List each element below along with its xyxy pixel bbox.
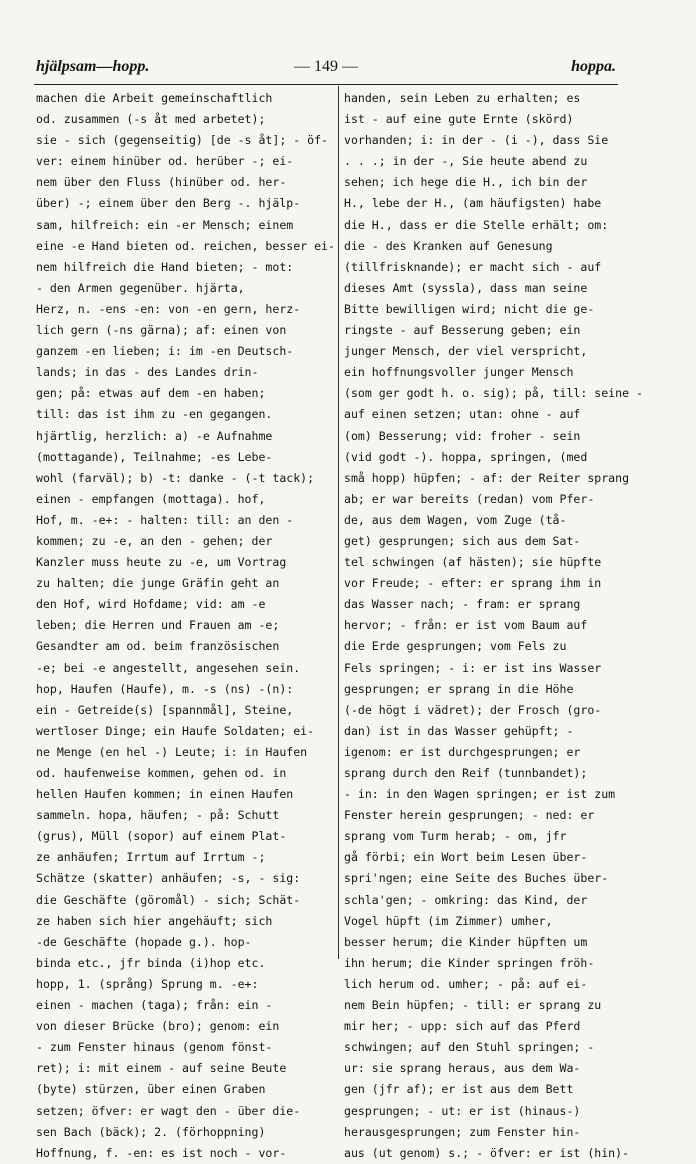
- text-line: lich herum od. umher; - på: auf ei-: [344, 976, 588, 991]
- text-line: - zum Fenster hinaus (genom fönst-: [36, 1040, 273, 1055]
- text-line: sam, hilfreich: ein -er Mensch; einem: [36, 217, 294, 232]
- text-line: die Geschäfte (göromål) - sich; Schät-: [36, 892, 301, 907]
- text-line: hopp, 1. (språng) Sprung m. -e+:: [36, 976, 259, 991]
- text-line: Herz, n. -ens -en: von -en gern, herz-: [36, 301, 301, 316]
- text-line: von dieser Brücke (bro); genom: ein: [36, 1019, 280, 1034]
- text-line: herausgesprungen; zum Fenster hin-: [344, 1124, 581, 1139]
- text-line: ganzem -en lieben; i: im -en Deutsch-: [36, 344, 294, 359]
- text-line: ret); i: mit einem - auf seine Beute: [36, 1061, 287, 1076]
- text-line: einen - machen (taga); från: ein -: [36, 998, 273, 1013]
- text-line: sammeln. hopa, häufen; - på: Schutt: [36, 808, 280, 823]
- text-line: sprang vom Turm herab; - om, jfr: [344, 829, 567, 844]
- text-line: sehen; ich hege die H., ich bin der: [344, 175, 588, 190]
- text-line: schla'gen; - omkring: das Kind, der: [344, 892, 588, 907]
- text-line: Bitte bewilligen wird; nicht die ge-: [344, 301, 595, 316]
- text-line: - den Armen gegenüber. hjärta,: [36, 280, 245, 295]
- text-line: Vogel hüpft (im Zimmer) umher,: [344, 913, 553, 928]
- text-line: nem Bein hüpfen; - till: er sprang zu: [344, 998, 602, 1013]
- text-line: hjärtlig, herzlich: a) -e Aufnahme: [36, 428, 273, 443]
- text-line: einen - empfangen (mottaga). hof,: [36, 491, 266, 506]
- text-line: besser herum; die Kinder hüpften um: [344, 934, 588, 949]
- text-line: get) gesprungen; sich aus dem Sat-: [344, 533, 581, 548]
- text-line: vor Freude; - efter: er sprang ihm in: [344, 576, 602, 591]
- text-line: eine -e Hand bieten od. reichen, besser ei-: [36, 238, 335, 253]
- text-line: hop, Haufen (Haufe), m. -s (ns) -(n):: [36, 681, 294, 696]
- text-line: ze anhäufen; Irrtum auf Irrtum -;: [36, 850, 266, 865]
- text-line: -e; bei -e angestellt, angesehen sein.: [36, 660, 301, 675]
- text-line: H., lebe der H., (am häufigsten) habe: [344, 196, 602, 211]
- text-line: auf einen setzen; utan: ohne - auf: [344, 407, 581, 422]
- left-guide-word: hjälpsam—hopp.: [36, 58, 150, 75]
- text-line: die H., dass er die Stelle erhält; om:: [344, 217, 609, 232]
- text-line: Kanzler muss heute zu -e, um Vortrag: [36, 555, 287, 570]
- text-line: gen; på: etwas auf dem -en haben;: [36, 386, 266, 401]
- text-line: machen die Arbeit gemeinschaftlich: [36, 91, 273, 105]
- text-line: hellen Haufen kommen; in einen Haufen: [36, 787, 294, 802]
- text-line: setzen; öfver: er wagt den - über die-: [36, 1103, 301, 1118]
- text-line: nem über den Fluss (hinüber od. her-: [36, 175, 287, 190]
- text-line: ab; er war bereits (redan) vom Pfer-: [344, 491, 595, 506]
- page-number: — 149 —: [294, 58, 358, 75]
- text-line: ein hoffnungsvoller junger Mensch: [344, 365, 574, 380]
- text-line: über) -; einem über den Berg -. hjälp-: [36, 196, 301, 211]
- text-line: gesprungen; er sprang in die Höhe: [344, 681, 574, 696]
- text-line: binda etc., jfr binda (i)hop etc.: [36, 955, 266, 970]
- text-line: ver: einem hinüber od. herüber -; ei-: [36, 154, 294, 169]
- text-line: schwingen; auf den Stuhl springen; -: [344, 1040, 595, 1055]
- text-line: aus (ut genom) s.; - öfver: er ist (hin)-: [344, 1145, 630, 1160]
- text-line: Hof, m. -e+: - halten: till: an den -: [36, 512, 294, 527]
- text-line: lich gern (-ns gärna); af: einen von: [36, 323, 287, 338]
- text-line: kommen; zu -e, an den - gehen; der: [36, 533, 273, 548]
- text-line: wohl (farväl); b) -t: danke - (-t tack);: [36, 470, 315, 485]
- text-line: . . .; in der -, Sie heute abend zu: [344, 154, 588, 169]
- text-line: nem hilfreich die Hand bieten; - mot:: [36, 259, 294, 274]
- text-line: ihn herum; die Kinder springen fröh-: [344, 955, 595, 970]
- text-line: (mottagande), Teilnahme; -es Lebe-: [36, 449, 273, 464]
- text-line: zu halten; die junge Gräfin geht an: [36, 576, 280, 591]
- text-line: od. zusammen (-s åt med arbetet);: [36, 112, 266, 127]
- text-line: tel schwingen (af hästen); sie hüpfte: [344, 555, 602, 570]
- text-line: sie - sich (gegenseitig) [de -s åt]; - öf-: [36, 133, 328, 148]
- text-line: ur: sie sprang heraus, aus dem Wa-: [344, 1061, 581, 1076]
- text-line: (-de högt i vädret); der Frosch (gro-: [344, 702, 602, 717]
- text-line: hervor; - från: er ist vom Baum auf: [344, 618, 588, 633]
- text-line: sprang durch den Reif (tunnbandet);: [344, 766, 588, 780]
- text-line: gen (jfr af); er ist aus dem Bett: [344, 1082, 574, 1097]
- text-line: handen, sein Leben zu erhalten; es: [344, 91, 581, 105]
- text-line: ze haben sich hier angehäuft; sich: [36, 913, 273, 928]
- text-line: igenom: er ist durchgesprungen; er: [344, 744, 581, 759]
- right-column: [344, 88, 643, 1160]
- right-guide-word: hoppa.: [571, 58, 616, 75]
- text-line: de, aus dem Wagen, vom Zuge (tå-: [344, 512, 567, 527]
- text-line: den Hof, wird Hofdame; vid: am -e: [36, 597, 266, 612]
- text-line: ein - Getreide(s) [spannmål], Steine,: [36, 702, 294, 717]
- text-line: Hoffnung, f. -en: es ist noch - vor-: [36, 1145, 287, 1160]
- text-line: od. haufenweise kommen, gehen od. in: [36, 766, 287, 780]
- text-line: - in: in den Wagen springen; er ist zum: [344, 787, 616, 802]
- text-line: lands; in das - des Landes drin-: [36, 365, 259, 380]
- text-line: Schätze (skatter) anhäufen; -s, - sig:: [36, 871, 301, 886]
- text-line: till: das ist ihm zu -en gegangen.: [36, 407, 273, 422]
- left-column: [36, 88, 335, 1160]
- text-line: -de Geschäfte (hopade g.). hop-: [36, 934, 252, 949]
- text-line: sen Bach (bäck); 2. (förhoppning): [36, 1124, 266, 1139]
- text-line: leben; die Herren und Frauen am -e;: [36, 618, 280, 633]
- text-line: die - des Kranken auf Genesung: [344, 238, 553, 253]
- page-header: [36, 58, 616, 80]
- text-line: dan) ist in das Wasser gehüpft; -: [344, 723, 574, 738]
- text-line: junger Mensch, der viel verspricht,: [344, 344, 588, 359]
- text-line: gesprungen; - ut: er ist (hinaus-): [344, 1103, 581, 1118]
- text-line: gå förbi; ein Wort beim Lesen über-: [344, 850, 588, 865]
- text-line: das Wasser nach; - fram: er sprang: [344, 597, 581, 612]
- text-line: ist - auf eine gute Ernte (skörd): [344, 112, 574, 127]
- text-line: mir her; - upp: sich auf das Pferd: [344, 1019, 581, 1034]
- text-line: Fels springen; - i: er ist ins Wasser: [344, 660, 602, 675]
- text-line: wertloser Dinge; ein Haufe Soldaten; ei-: [36, 723, 315, 738]
- text-line: (tillfrisknande); er macht sich - auf: [344, 259, 602, 274]
- header-rule: [34, 84, 618, 85]
- text-line: vorhanden; i: in der - (i -), dass Sie: [344, 133, 609, 148]
- text-line: die Erde gesprungen; vom Fels zu: [344, 639, 567, 654]
- text-line: små hopp) hüpfen; - af: der Reiter sprang: [344, 470, 630, 485]
- text-line: (byte) stürzen, über einen Graben: [36, 1082, 266, 1097]
- column-divider: [338, 86, 339, 959]
- text-line: (om) Besserung; vid: froher - sein: [344, 428, 581, 443]
- text-line: ne Menge (en hel -) Leute; i: in Haufen: [36, 744, 308, 759]
- text-line: (vid godt -). hoppa, springen, (med: [344, 449, 588, 464]
- text-line: Gesandter am od. beim französischen: [36, 639, 280, 654]
- text-line: (grus), Müll (sopor) auf einem Plat-: [36, 829, 287, 844]
- text-line: spri'ngen; eine Seite des Buches über-: [344, 871, 609, 886]
- text-line: Fenster herein gesprungen; - ned: er: [344, 808, 595, 823]
- text-line: ringste - auf Besserung geben; ein: [344, 323, 581, 338]
- text-line: dieses Amt (syssla), dass man seine: [344, 280, 588, 295]
- text-line: (som ger godt h. o. sig); på, till: seine -: [344, 386, 643, 401]
